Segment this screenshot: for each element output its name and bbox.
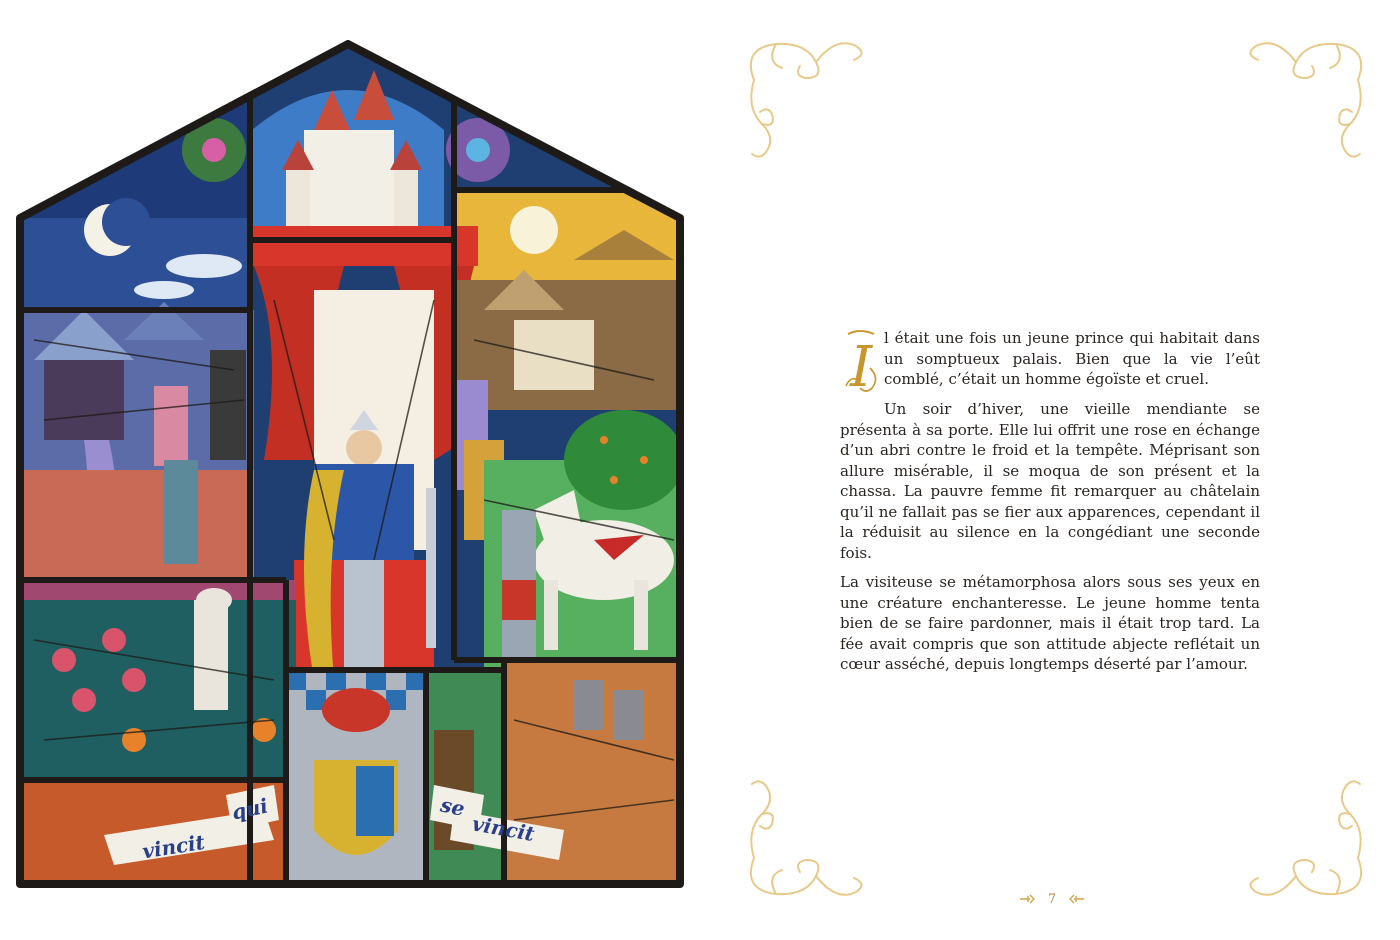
paragraph-1-text: l était une fois un jeune prince qui habitait dans un somptueux palais. Bien que la vie l’eût comblé, c’était un homme égoïste et cruel. — [884, 329, 1260, 388]
sun-icon — [510, 206, 558, 254]
folio-ornament-left-icon — [1020, 894, 1036, 904]
greyhound — [194, 588, 232, 710]
paragraph-2 — [840, 399, 1260, 563]
paragraph-2-text: Un soir d’hiver, une vieille mendiante se présenta à sa porte. Elle lui offrit une rose en échange d’un abri contre le froid et la tempête. Méprisant son allure misérable, il se moqua de son présent et la chassa. La pauvre femme fit remarquer au châtelain qu’il ne fallait pas se fier aux apparences, cependant il la réduisit au silence en la congédiant une seconde fois. — [840, 400, 1260, 562]
canopy — [250, 226, 478, 266]
villager-woman — [154, 386, 188, 466]
banner-word-qui: qui — [229, 793, 271, 825]
corner-ornament-bottom-right — [1236, 770, 1376, 910]
paragraph-3-text: La visiteuse se métamorphosa alors sous ses yeux en une créature enchanteresse. Le jeune homme tenta bien de se faire pardonner, mais il était trop tard. La fée avait compris que son attitude abjecte reflétait un cœur asséché, depuis longtemps déserté par l’amour. — [840, 573, 1260, 673]
folio-ornament-right-icon — [1068, 894, 1084, 904]
banner-word-se: se — [438, 792, 467, 821]
drop-cap-letter: I — [849, 335, 873, 400]
paragraph-1 — [840, 328, 1260, 400]
paragraph-3 — [840, 572, 1260, 675]
page-number: 7 — [1047, 891, 1057, 907]
stained-glass-illustration — [14, 40, 686, 890]
drop-cap — [840, 328, 882, 400]
corner-ornament-top-left — [736, 28, 876, 168]
sword — [426, 488, 436, 648]
corner-ornament-bottom-left — [736, 770, 876, 910]
villager-man — [164, 460, 198, 564]
folio — [1016, 889, 1088, 909]
rose-garden — [20, 580, 296, 810]
corner-ornament-top-right — [1236, 28, 1376, 168]
banner-word-vincit-right: vincit — [470, 811, 537, 846]
orange-tree — [564, 410, 684, 510]
banner-word-vincit-left: vincit — [140, 829, 207, 864]
crown-icon — [322, 688, 390, 732]
story-text — [840, 328, 1260, 684]
